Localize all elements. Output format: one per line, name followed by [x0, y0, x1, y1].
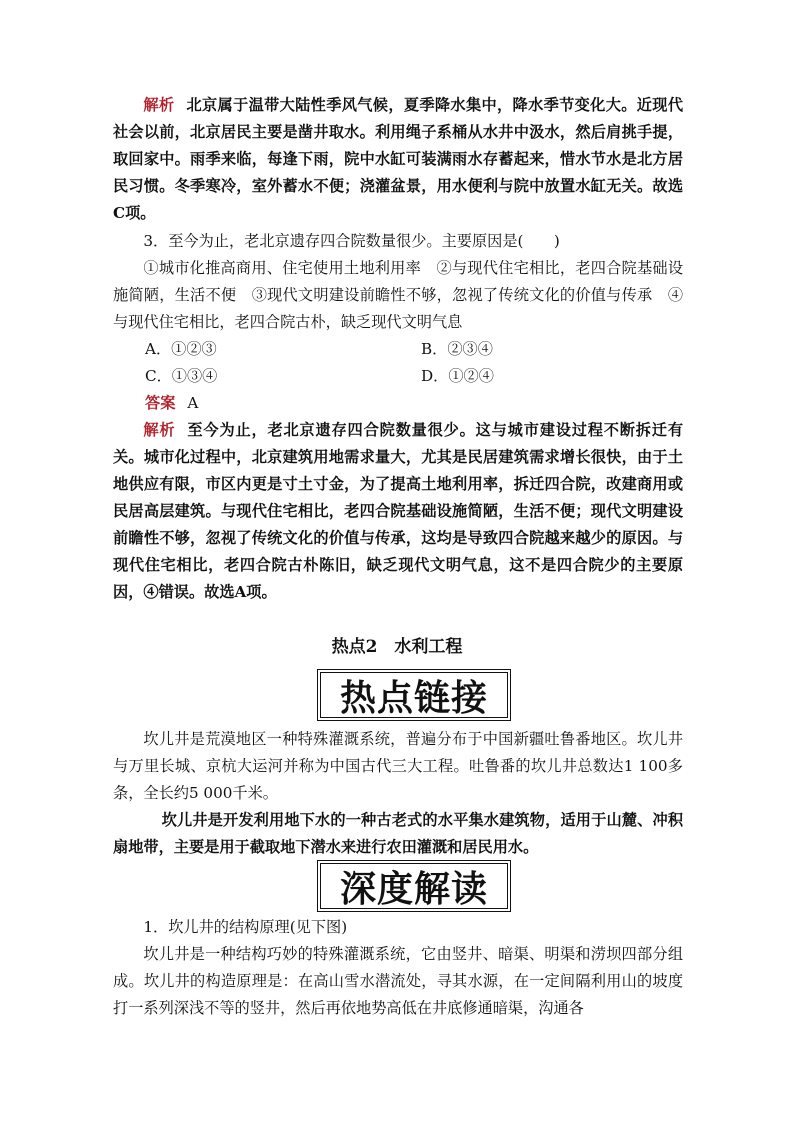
q3-analysis-text: 至今为止，老北京遗存四合院数量很少。这与城市建设过程不断拆迁有关。城市化过程中，北京建筑用地需求量大，尤其是民居建筑需求增长很快，由于土地供应有限，市区内更是寸土寸金，为了提高土地利用率，拆迁四合院，改建商用或民居高层建筑。与现代住宅相比，老四合院基础设施简陋，生活不便；现代文明建设前瞻性不够，忽视了传统文化的价值与传承，这均是导致四合院越来越少的原因。与现代住宅相比，老四合院古朴陈旧，缺乏现代文明气息，这不是四合院少的主要原因，④错误。故选A项。 [113, 421, 684, 601]
deep-reading-paragraph-1: 坎儿井是一种结构巧妙的特殊灌溉系统，它由竖井、暗渠、明渠和涝坝四部分组成。坎儿井的构造原理是：在高山雪水潜流处，寻其水源，在一定间隔利用山的坡度打一系列深浅不等的竖井，然后再依地势高低在井底修通暗渠，沟通各 [113, 945, 683, 1017]
question-3-statements: ①城市化推高商用、住宅使用土地利用率 ②与现代住宅相比，老四合院基础设施简陋，生活不便 ③现代文明建设前瞻性不够，忽视了传统文化的价值与传承 ④与现代住宅相比，老四合院古朴，缺乏现代文明气息 [113, 259, 683, 331]
option-c: C．①③④ [145, 367, 218, 385]
hotspot-link-paragraph-1: 坎儿井是荒漠地区一种特殊灌溉系统，普遍分布于中国新疆吐鲁番地区。坎儿井与万里长城、京杭大运河并称为中国古代三大工程。吐鲁番的坎儿井总数达1 100多条，全长约5 000千米。 [113, 730, 683, 802]
q3-analysis-paragraph [113, 417, 683, 606]
option-d: D．①②④ [421, 367, 494, 385]
answer-value: A [187, 394, 199, 412]
subsection-1-title: 1．坎儿井的结构原理(见下图) [143, 918, 348, 936]
question-3-stem: 3．至今为止，老北京遗存四合院数量很少。主要原因是( ) [143, 232, 560, 250]
deep-reading-heading: 深度解读 [320, 863, 508, 909]
hotspot-link-paragraph-2: 坎儿井是开发利用地下水的一种古老式的水平集水建筑物，适用于山麓、冲积扇地带，主要是用于截取地下潜水来进行农田灌溉和居民用水。 [113, 811, 683, 856]
analysis-tag: 解析 [143, 96, 175, 114]
q2-analysis-text: 北京属于温带大陆性季风气候，夏季降水集中，降水季节变化大。近现代社会以前，北京居民主要是凿井取水。利用绳子系桶从水井中汲水，然后肩挑手提，取回家中。雨季来临，每逢下雨，院中水缸可装满雨水存蓄起来，惜水节水是北方居民习惯。冬季寒冷，室外蓄水不便；浇灌盆景，用水便利与院中放置水缸无关。故选C项。 [113, 96, 684, 222]
q2-analysis-paragraph [113, 92, 683, 227]
answer-line [145, 390, 198, 417]
hotspot-link-heading: 热点链接 [320, 672, 508, 718]
option-b: B．②③④ [421, 340, 493, 358]
section-title: 热点2 水利工程 [331, 637, 463, 657]
answer-tag: 答案 [145, 394, 176, 412]
analysis-tag: 解析 [143, 421, 176, 439]
option-a: A．①②③ [145, 340, 217, 358]
